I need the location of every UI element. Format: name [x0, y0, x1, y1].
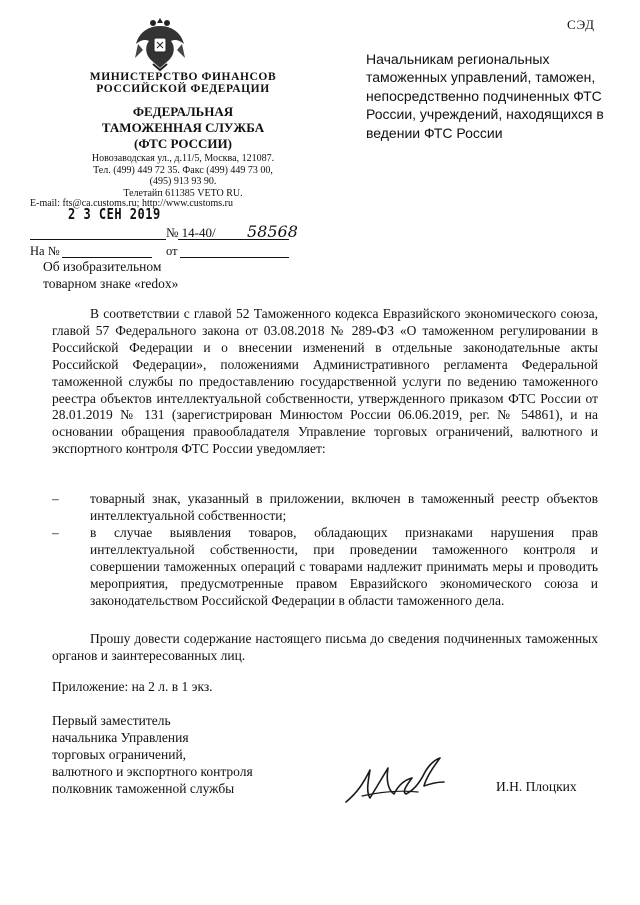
handwritten-signature [340, 752, 450, 808]
service-line-3: (ФТС РОССИИ) [134, 136, 232, 151]
attachment-note: Приложение: на 2 л. в 1 экз. [52, 679, 213, 694]
sed-mark: СЭД [567, 17, 596, 32]
signer-line-5: полковник таможенной службы [52, 781, 235, 796]
ministry-name [48, 71, 318, 95]
on-number-label: На № [30, 244, 60, 258]
signer-name: И.Н. Плоцких [496, 779, 577, 794]
subject [43, 258, 303, 292]
addressee: Начальникам региональных таможенных управлений, таможен, непосредственно подчиненных ФТС России, учреждений, находящихся в ведении ФТС России [366, 51, 604, 141]
signer-title [52, 712, 332, 797]
list-item: в случае выявления товаров, обладающих признаками нарушения прав интеллектуальной собственности, при проведении таможенного контроля и совершении таможенных операций с товарами надлежит принимать меры и проводить мероприятия, предусмотренные правом Евразийского экономического союза и законодательством Российской Федерации в области таможенного дела. [90, 525, 598, 608]
service-line-2: ТАМОЖЕННАЯ СЛУЖБА [101, 120, 265, 135]
signer-line-3: торговых ограничений, [52, 747, 187, 762]
service-line-1: ФЕДЕРАЛЬНАЯ [132, 104, 234, 119]
ministry-line-2: РОССИЙСКОЙ ФЕДЕРАЦИИ [96, 83, 270, 95]
email-line: E-mail: fts@ca.customs.ru; http://www.customs.ru [30, 198, 233, 209]
ministry-line-1: МИНИСТЕРСТВО ФИНАНСОВ [89, 71, 277, 83]
signer-line-4: валютного и экспортного контроля [52, 764, 253, 779]
date-underline [30, 239, 166, 240]
paragraph-2: Прошу довести содержание настоящего письма до сведения подчиненных таможенных органов и заинтересованных лиц. [52, 631, 598, 663]
phone-2: (495) 913 93 90. [149, 176, 217, 187]
handwritten-number: 58568 [247, 222, 298, 241]
address: Новозаводская ул., д.11/5, Москва, 121087. [91, 153, 275, 164]
phone: Тел. (499) 449 72 35. Факс (499) 449 73 00, [93, 164, 273, 176]
teletype: Телетайп 611385 VETO RU. [123, 187, 243, 199]
outgoing-number: № 14-40/ [166, 225, 216, 240]
from-label: от [166, 244, 178, 258]
list-item: товарный знак, указанный в приложении, включен в таможенный реестр объектов интеллектуальной собственности; [90, 491, 598, 523]
signer-line-2: начальника Управления [52, 730, 189, 745]
registration-row [30, 222, 298, 242]
coat-of-arms-icon [133, 14, 187, 72]
date-stamp: 2 3 СЕН 2019 [68, 205, 161, 223]
subject-line-2: товарном знаке «redox» [43, 276, 179, 291]
contact-block [48, 153, 318, 199]
service-name [48, 104, 318, 152]
signer-line-1: Первый заместитель [52, 713, 171, 728]
paragraph-1: В соответствии с главой 52 Таможенного кодекса Евразийского экономического союза, главой 57 Федерального закона от 03.08.2018 № 289-ФЗ «О таможенном регулировании в Российской Федерации и о внесении изменений в отдельные законодательные акты Российской Федерации», положениями Административного регламента Федеральной таможенной службы по предоставлению государственной услуги по ведению таможенного реестра объектов интеллектуальной собственности, утвержденного приказом ФТС России от 28.01.2019 № 131 (зарегистрирован Минюстом России 06.06.2019, рег. № 54861), и на основании обращения правообладателя Управление торговых ограничений, валютного и экспортного контроля ФТС России уведомляет: [52, 306, 598, 457]
bullet-marker: – [52, 491, 59, 506]
subject-line-1: Об изобразительном [43, 259, 162, 274]
bullet-marker: – [52, 525, 59, 540]
